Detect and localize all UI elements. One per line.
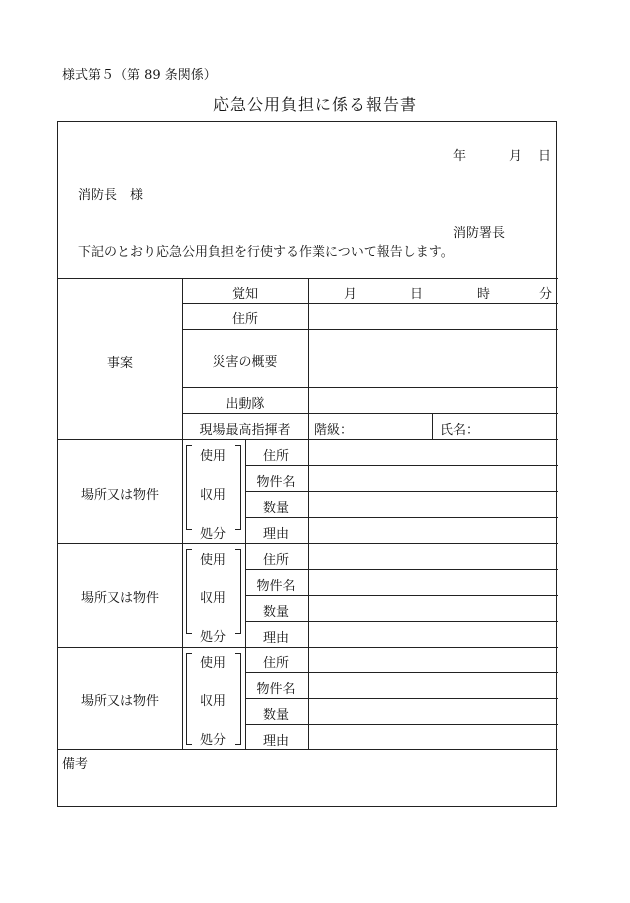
column-divider [432,413,433,439]
column-divider [308,278,309,749]
incident-label: 事案 [106,356,134,371]
item-name-label: 物件名 [256,682,296,697]
item-name-label: 物件名 [256,475,296,490]
bracket-left [186,445,192,530]
property-address-label: 住所 [262,656,290,671]
bracket-left [186,653,192,745]
row-divider [245,672,558,673]
remarks-label: 備考 [62,757,89,772]
property-address-label: 住所 [262,449,290,464]
take-label: 収用 [199,488,227,503]
form-number: 様式第５（第 89 条関係） [62,68,217,83]
sender-line: 消防署長 [453,226,506,241]
row-divider [245,491,558,492]
dispose-label: 処分 [199,630,227,645]
row-divider [245,465,558,466]
disaster-summary-label: 災害の概要 [212,355,278,370]
row-divider [245,621,558,622]
report-statement: 下記のとおり応急公用負担を行使する作業について報告します。 [78,245,454,260]
take-label: 収用 [199,694,227,709]
row-divider [182,329,558,330]
reason-label: 理由 [262,527,290,542]
page-title: 応急公用負担に係る報告書 [212,95,417,114]
date-year-label: 年 [453,149,467,164]
row-divider [245,724,558,725]
bracket-right [235,445,241,530]
awareness-label: 覚知 [231,287,259,302]
property-label: 場所又は物件 [80,591,160,606]
row-divider [245,698,558,699]
dispatched-units-label: 出動隊 [225,397,265,412]
bracket-left [186,549,192,634]
rank-label: 階級： [314,423,354,438]
time-day-label: 日 [410,287,424,302]
quantity-label: 数量 [262,605,290,620]
use-label: 使用 [199,449,227,464]
property-label: 場所又は物件 [80,488,160,503]
row-divider [182,303,558,304]
dispose-label: 処分 [199,527,227,542]
date-month-label: 月 [509,149,523,164]
quantity-label: 数量 [262,501,290,516]
reason-label: 理由 [262,631,290,646]
bracket-right [235,549,241,634]
use-label: 使用 [199,553,227,568]
property-address-label: 住所 [262,553,290,568]
row-divider [245,595,558,596]
property-label: 場所又は物件 [80,694,160,709]
take-label: 収用 [199,591,227,606]
reason-label: 理由 [262,734,290,749]
time-month-label: 月 [344,287,358,302]
recipient-line: 消防長 様 [78,188,144,203]
report-form [57,121,557,807]
row-divider [182,413,558,414]
time-minute-label: 分 [539,287,553,302]
section-divider [58,749,558,750]
column-divider [245,439,246,749]
use-label: 使用 [199,656,227,671]
date-day-label: 日 [538,149,552,164]
item-name-label: 物件名 [256,579,296,594]
row-divider [182,387,558,388]
row-divider [245,517,558,518]
name-label: 氏名： [440,423,480,438]
time-hour-label: 時 [477,287,491,302]
incident-address-label: 住所 [231,312,259,327]
commander-label: 現場最高指揮者 [199,423,291,438]
dispose-label: 処分 [199,733,227,748]
column-divider [182,278,183,749]
row-divider [245,569,558,570]
quantity-label: 数量 [262,708,290,723]
bracket-right [235,653,241,745]
